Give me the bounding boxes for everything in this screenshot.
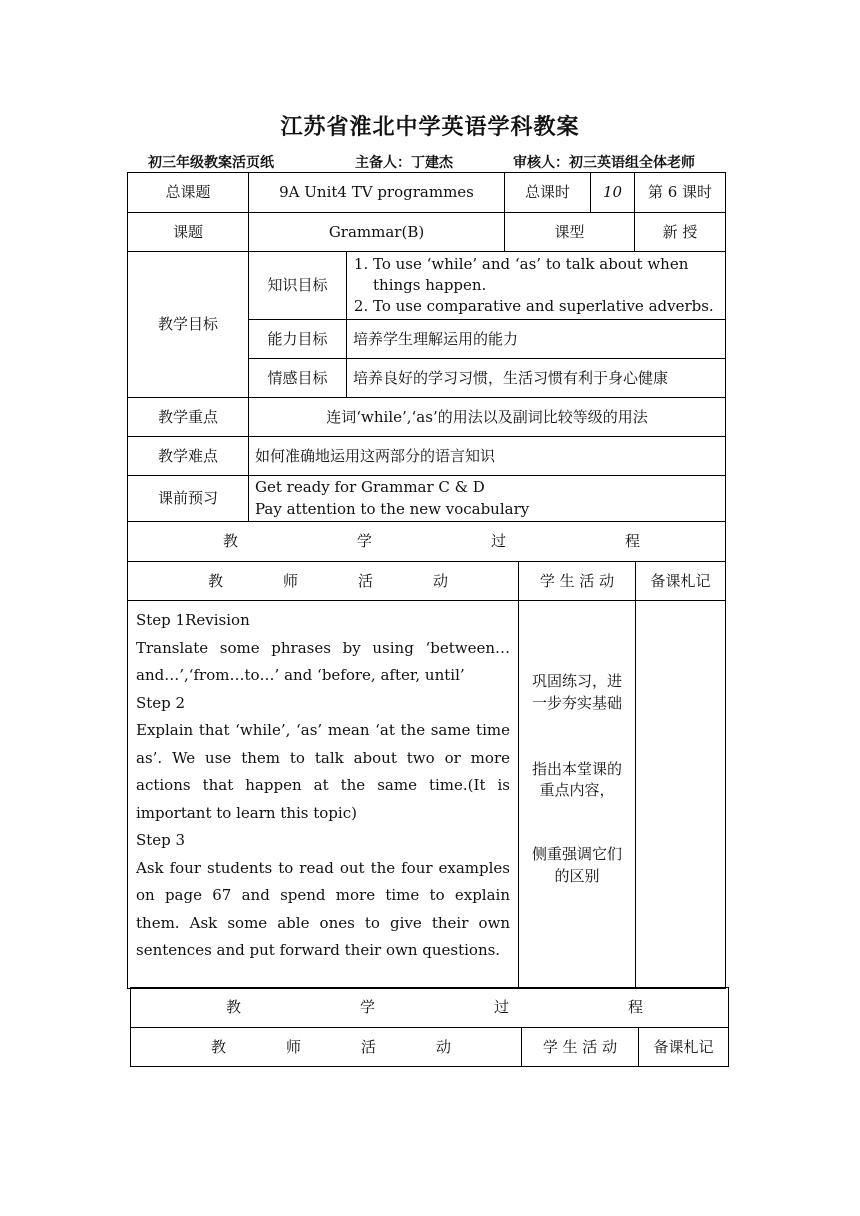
process-header-char: 过 — [491, 532, 507, 551]
step-text: Explain that ‘while’, ‘as’ mean ‘at the same time as’. We use them to talk about two or more actions that happen at the same time.(It is important to learn this topic) — [136, 721, 510, 822]
notes-header: 备课札记 — [639, 1028, 729, 1067]
step-heading: Step 1Revision — [136, 611, 250, 629]
difficulty-label: 教学难点 — [128, 437, 249, 476]
preparer: 主备人：丁建杰 — [355, 155, 453, 171]
step-text: Ask four students to read out the four examples on page 67 and spend more time to explain them. Ask some able ones to give their own sentences and put forward their own questions. — [136, 858, 510, 959]
teacher-activity-char: 动 — [432, 571, 448, 590]
preview-line: Pay attention to the new vocabulary — [255, 499, 530, 518]
type-label: 课型 — [505, 213, 635, 252]
teacher-activity-char: 活 — [360, 1037, 376, 1056]
teacher-activity-char: 教 — [211, 1037, 227, 1056]
knowledge-goal — [347, 252, 726, 320]
knowledge-goal-item: 2. To use comparative and superlative adverbs. — [373, 296, 719, 317]
difficulty: 如何准确地运用这两部分的语言知识 — [249, 437, 726, 476]
teacher-steps — [128, 601, 519, 989]
subject-label: 课题 — [128, 213, 249, 252]
document-title: 江苏省淮北中学英语学科教案 — [280, 114, 580, 140]
hours-value: 10 — [591, 173, 635, 213]
period-value: 第 6 课时 — [635, 173, 726, 213]
step-heading: Step 3 — [136, 831, 186, 849]
emotion-goal-label: 情感目标 — [249, 359, 347, 398]
process-header-char: 学 — [357, 532, 373, 551]
topic-value: 9A Unit4 TV programmes — [249, 173, 505, 213]
type-value: 新 授 — [635, 213, 726, 252]
hours-label: 总课时 — [505, 173, 591, 213]
student-activity-header: 学 生 活 动 — [522, 1028, 639, 1067]
step-text: Translate some phrases by using ‘between…and…’,‘from…to…’ and ‘before, after, until’ — [136, 638, 510, 684]
process-header-char: 程 — [628, 998, 644, 1017]
lesson-plan-table — [127, 172, 726, 522]
teacher-activity-char: 师 — [285, 1037, 301, 1056]
subject-value: Grammar(B) — [249, 213, 505, 252]
process-header-char: 过 — [494, 998, 510, 1017]
paper-note: 初三年级教案活页纸 — [148, 155, 274, 171]
teacher-activity-char: 活 — [357, 571, 373, 590]
student-note: 巩固练习，进一步夯实基础 — [531, 672, 622, 712]
teacher-activity-header — [131, 1028, 522, 1067]
student-activity-header: 学 生 活 动 — [519, 562, 636, 601]
student-note: 侧重强调它们的区别 — [531, 845, 622, 885]
preview-label: 课前预习 — [128, 476, 249, 522]
process-header-char: 学 — [360, 998, 376, 1017]
process-header — [128, 522, 726, 562]
process-header-char: 程 — [625, 532, 641, 551]
teacher-activity-header — [128, 562, 519, 601]
ability-goal-label: 能力目标 — [249, 320, 347, 359]
knowledge-goal-item: 1. To use ‘while’ and ‘as’ to talk about when things happen. — [373, 254, 719, 296]
step-heading: Step 2 — [136, 693, 186, 712]
process-table — [127, 521, 726, 989]
ability-goal: 培养学生理解运用的能力 — [347, 320, 726, 359]
key-point-label: 教学重点 — [128, 398, 249, 437]
goals-label: 教学目标 — [128, 252, 249, 398]
notes-header: 备课札记 — [636, 562, 726, 601]
process-table-continued — [130, 987, 729, 1067]
teacher-activity-char: 动 — [435, 1037, 451, 1056]
process-header-char: 教 — [223, 532, 239, 551]
preview-line: Get ready for Grammar C & D — [255, 477, 485, 496]
student-note: 指出本堂课的重点内容， — [531, 759, 622, 800]
teacher-activity-char: 师 — [282, 571, 298, 590]
process-header-char: 教 — [226, 998, 242, 1017]
teacher-activity-char: 教 — [208, 571, 224, 590]
process-header — [131, 988, 729, 1028]
emotion-goal: 培养良好的学习习惯，生活习惯有利于身心健康 — [347, 359, 726, 398]
student-activities — [519, 601, 636, 989]
knowledge-goal-label: 知识目标 — [249, 252, 347, 320]
notes-cell — [636, 601, 726, 989]
preview — [249, 476, 726, 522]
reviewer: 审核人：初三英语组全体老师 — [513, 155, 695, 171]
key-point: 连词‘while’,‘as’的用法以及副词比较等级的用法 — [249, 398, 726, 437]
topic-label: 总课题 — [128, 173, 249, 213]
